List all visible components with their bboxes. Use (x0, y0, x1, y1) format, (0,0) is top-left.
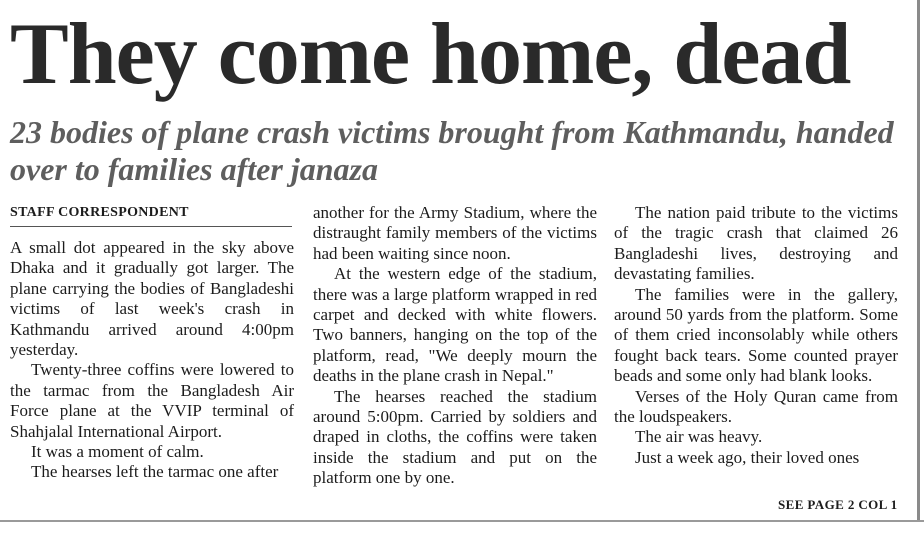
paragraph: Just a week ago, their loved ones (635, 447, 860, 467)
paragraph: Twenty-three coffins were lowered to the tarmac from the Bangladesh Air Force plane at the VVIP terminal of Shahjalal International Airport. (10, 360, 294, 441)
paragraph: The families were in the gallery, around 50 yards from the platform. Some of them cried inconsolably while others fought back tears. Some counted prayer beads and some only had blank looks. (614, 284, 898, 386)
page-edge-bottom (0, 520, 924, 522)
paragraph: The nation paid tribute to the victims of the tragic crash that claimed 26 Bangladeshi lives, destroying and devastating families. (614, 203, 898, 284)
page-edge-right (917, 0, 920, 522)
article-column-2 (313, 203, 597, 489)
paragraph: At the western edge of the stadium, there was a large platform wrapped in red carpet and decked with white flowers. Two banners, hanging on the top of the platform, read, "We deeply mourn the deaths in the plane crash in Nepal." (313, 264, 597, 386)
headline: They come home, dead (10, 6, 851, 103)
paragraph: A small dot appeared in the sky above Dhaka and it gradually got larger. The plane carrying the bodies of Bangladeshi victims of last week's crash in Kathmandu arrived around 4:00pm yesterday. (10, 238, 294, 360)
article-column-1 (10, 238, 294, 483)
paragraph: another for the Army Stadium, where the distraught family members of the victims had been waiting since noon. (313, 203, 597, 263)
article-column-3 (614, 203, 898, 468)
subheadline: 23 bodies of plane crash victims brought from Kathmandu, handed over to families after janaza (10, 114, 894, 187)
paragraph: The air was heavy. (635, 427, 763, 447)
paragraph: The hearses reached the stadium around 5:00pm. Carried by soldiers and draped in cloths, the coffins were taken inside the stadium and put on the platform one by one. (313, 386, 597, 488)
byline-text: STAFF CORRESPONDENT (10, 205, 189, 220)
paragraph: Verses of the Holy Quran came from the loudspeakers. (614, 386, 898, 427)
paragraph: The hearses left the tarmac one after (31, 462, 279, 482)
continuation-link[interactable]: SEE PAGE 2 COL 1 (778, 497, 898, 512)
byline (10, 205, 292, 227)
paragraph: It was a moment of calm. (31, 442, 204, 462)
